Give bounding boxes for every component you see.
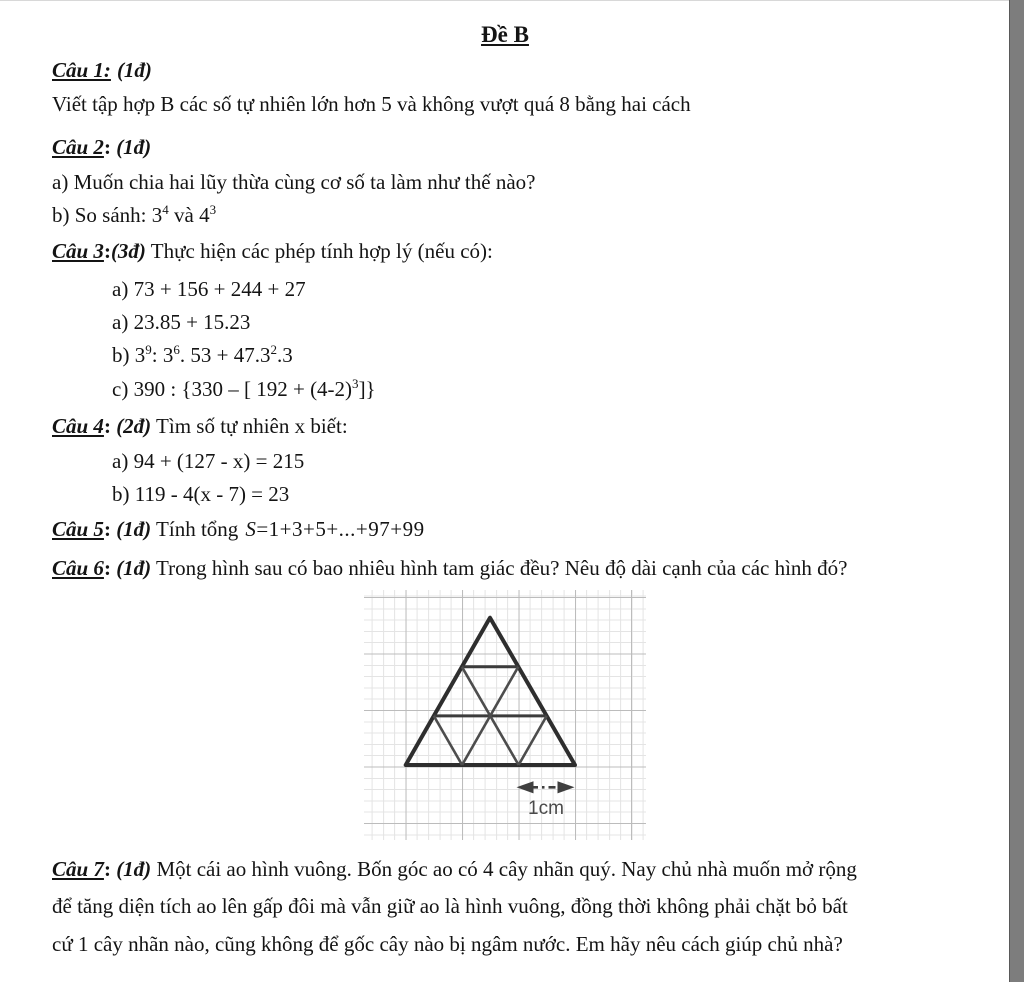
question-1-heading [52, 58, 152, 83]
question-2-heading: Câu 2: (1đ) [52, 135, 152, 159]
question-1-text: Viết tập hợp B các số tự nhiên lớn hơn 5 và không vượt quá 8 bằng hai cách [52, 92, 691, 116]
triangle-figure-drawing [364, 590, 646, 840]
question-2-item-b: b) So sánh: $3^4$ và $4^3$ [52, 202, 217, 227]
question-2-item-a: a) Muốn chia hai lũy thừa cùng cơ số ta làm như thế nào? [52, 170, 536, 194]
question-7-line-2: để tăng diện tích ao lên gấp đôi mà vẫn giữ ao là hình vuông, đồng thời không phải chặt bỏ bất [52, 894, 848, 919]
question-3-heading: Câu 3:(3đ) Thực hiện các phép tính hợp lý (nếu có): [52, 239, 493, 263]
question-3-points: (3đ) [110, 239, 146, 263]
question-4-heading: Câu 4: (2đ) Tìm số tự nhiên x biết: [52, 414, 348, 438]
sum-formula: S=1+3+5+...+97+99 [245, 517, 425, 541]
triangle-subdivision-lines [434, 667, 547, 765]
question-2-label: Câu 2 [52, 135, 104, 159]
question-6-text: Trong hình sau có bao nhiêu hình tam giác đều? Nêu độ dài cạnh của các hình đó? [151, 556, 848, 580]
question-5-points: (1đ) [116, 517, 152, 541]
dimension-arrow-icon [517, 781, 575, 793]
question-6-label: Câu 6 [52, 556, 104, 580]
question-6-heading: Câu 6: (1đ) Trong hình sau có bao nhiêu hình tam giác đều? Nêu độ dài cạnh của các hình đó? [52, 556, 848, 580]
question-5-heading: Câu 5: (1đ) Tính tổng S=1+3+5+...+97+99 [52, 517, 425, 541]
question-2-points: (1đ) [116, 135, 152, 159]
scan-top-edge [0, 0, 1024, 1]
question-3-item: b) $3^9$: $3^6$. $53 + 47.3^2.3$ [112, 342, 293, 367]
question-4-label: Câu 4 [52, 414, 104, 438]
question-5-label: Câu 5 [52, 517, 104, 541]
question-1-label: Câu 1: [52, 58, 111, 82]
question-4-item: b) 119 - 4(x - 7) = 23 [112, 482, 290, 506]
question-4-item: a) 94 + (127 - x) = 215 [112, 449, 305, 473]
question-7-points: (1đ) [116, 857, 152, 881]
exam-title: Đề B [481, 22, 529, 47]
question-5-text: Tính tổng [151, 517, 239, 541]
scanned-page-edge [1009, 0, 1024, 982]
question-1-points: (1đ) [116, 58, 152, 82]
equilateral-triangle-outline [406, 618, 575, 765]
question-3-label: Câu 3 [52, 239, 104, 263]
question-4-points: (2đ) [116, 414, 152, 438]
question-7-label: Câu 7 [52, 857, 104, 881]
question-3-item: a) 73 + 156 + 244 + 27 [112, 277, 306, 301]
question-7-paragraph: Câu 7: (1đ) Một cái ao hình vuông. Bốn góc ao có 4 cây nhãn quý. Nay chủ nhà muốn mở rộng để tăng diện tích ao lên gấp đôi mà vẫn giữ ao là hình vuông, đồng thời không phải chặt bỏ bất cứ 1 cây nhãn nào, cũng không để gốc cây nào bị ngâm nước. Em hãy nêu cách giúp chủ nhà? [52, 857, 857, 956]
dimension-label: 1cm [528, 798, 564, 819]
question-3-item: a) 23.85 + 15.23 [112, 310, 251, 334]
question-7-line-1: Một cái ao hình vuông. Bốn góc ao có 4 cây nhãn quý. Nay chủ nhà muốn mở rộng [151, 857, 857, 881]
triangle-grid-figure [364, 590, 646, 840]
question-3-text: Thực hiện các phép tính hợp lý (nếu có): [145, 239, 493, 263]
question-6-points: (1đ) [116, 556, 152, 580]
question-7-line-3: cứ 1 cây nhãn nào, cũng không để gốc cây nào bị ngâm nước. Em hãy nêu cách giúp chủ nhà? [52, 931, 843, 956]
question-4-text: Tìm số tự nhiên x biết: [151, 414, 348, 438]
question-3-item: c) 390 : {330 – [ $192 + (4-2)^3$]} [112, 376, 376, 401]
